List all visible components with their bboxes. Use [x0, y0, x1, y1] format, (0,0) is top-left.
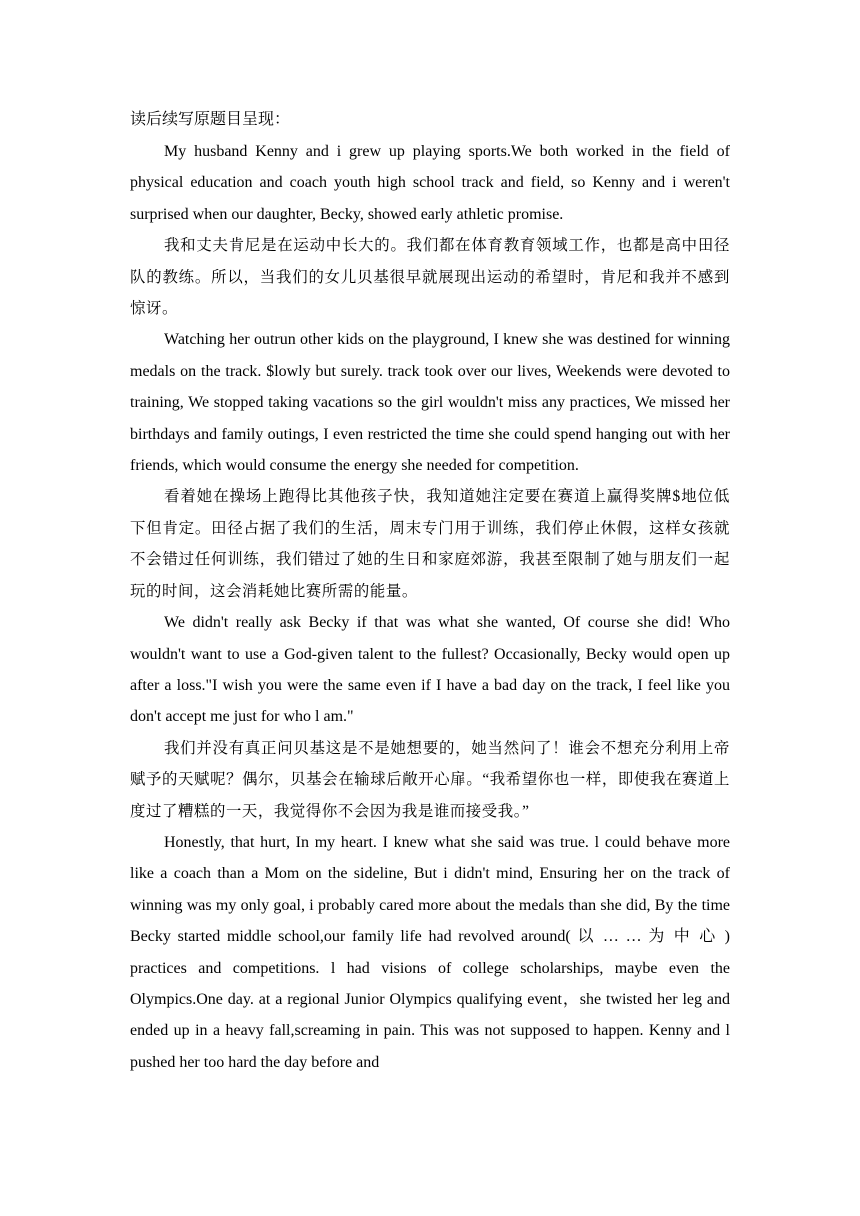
- paragraph-chinese-2: 看着她在操场上跑得比其他孩子快，我知道她注定要在赛道上赢得奖牌$地位低下但肯定。田径占据了我们的生活，周末专门用于训练，我们停止休假，这样女孩就不会错过任何训练，我们错过了她的生日和家庭郊游，我甚至限制了她与朋友们一起玩的时间，这会消耗她比赛所需的能量。: [130, 488, 730, 600]
- document-heading: 读后续写原题目呈现：: [130, 111, 291, 128]
- paragraph-english-2: Watching her outrun other kids on the playground, I knew she was destined for winning medals on the track. $lowly but surely. track took over our lives, Weekends were devoted to training, We stopped taking vacations so the girl wouldn't miss any practices, We missed her birthdays and family outings, I even restricted the time she could spend hanging out with her friends, which would consume the energy she needed for competition.: [130, 331, 730, 475]
- paragraph-english-4: Honestly, that hurt, In my heart. I knew what she said was true. l could behave more like a coach than a Mom on the sideline, But i didn't mind, Ensuring her on the track of winning was my only goal, i probably cared more about the medals than she did, By the time Becky started middle school,our family life had revolved around( 以 … … 为 中 心 ) practices and competitions. l had visions of college scholarships, maybe even the Olympics.One day. at a regional Junior Olympics qualifying event，she twisted her leg and ended up in a heavy fall,screaming in pain. This was not supposed to happen. Kenny and l pushed her too hard the day before and: [130, 833, 730, 1071]
- document-page: [130, 104, 730, 1078]
- paragraph-english-1: My husband Kenny and i grew up playing sports.We both worked in the field of physical education and coach youth high school track and field, so Kenny and i weren't surprised when our daughter, Becky, showed early athletic promise.: [130, 143, 730, 223]
- paragraph-english-3: We didn't really ask Becky if that was what she wanted, Of course she did! Who wouldn't want to use a God-given talent to the fullest? Occasionally, Becky would open up after a loss."I wish you were the same even if I have a bad day on the track, I feel like you don't accept me just for who l am.": [130, 614, 730, 726]
- paragraph-chinese-3: 我们并没有真正问贝基这是不是她想要的，她当然问了！谁会不想充分利用上帝赋予的天赋呢？偶尔，贝基会在输球后敞开心扉。“我希望你也一样，即使我在赛道上度过了糟糕的一天，我觉得你不会因为我是谁而接受我。”: [130, 739, 730, 820]
- paragraph-chinese-1: 我和丈夫肯尼是在运动中长大的。我们都在体育教育领域工作，也都是高中田径队的教练。所以，当我们的女儿贝基很早就展现出运动的希望时，肯尼和我并不感到惊讶。: [130, 237, 730, 318]
